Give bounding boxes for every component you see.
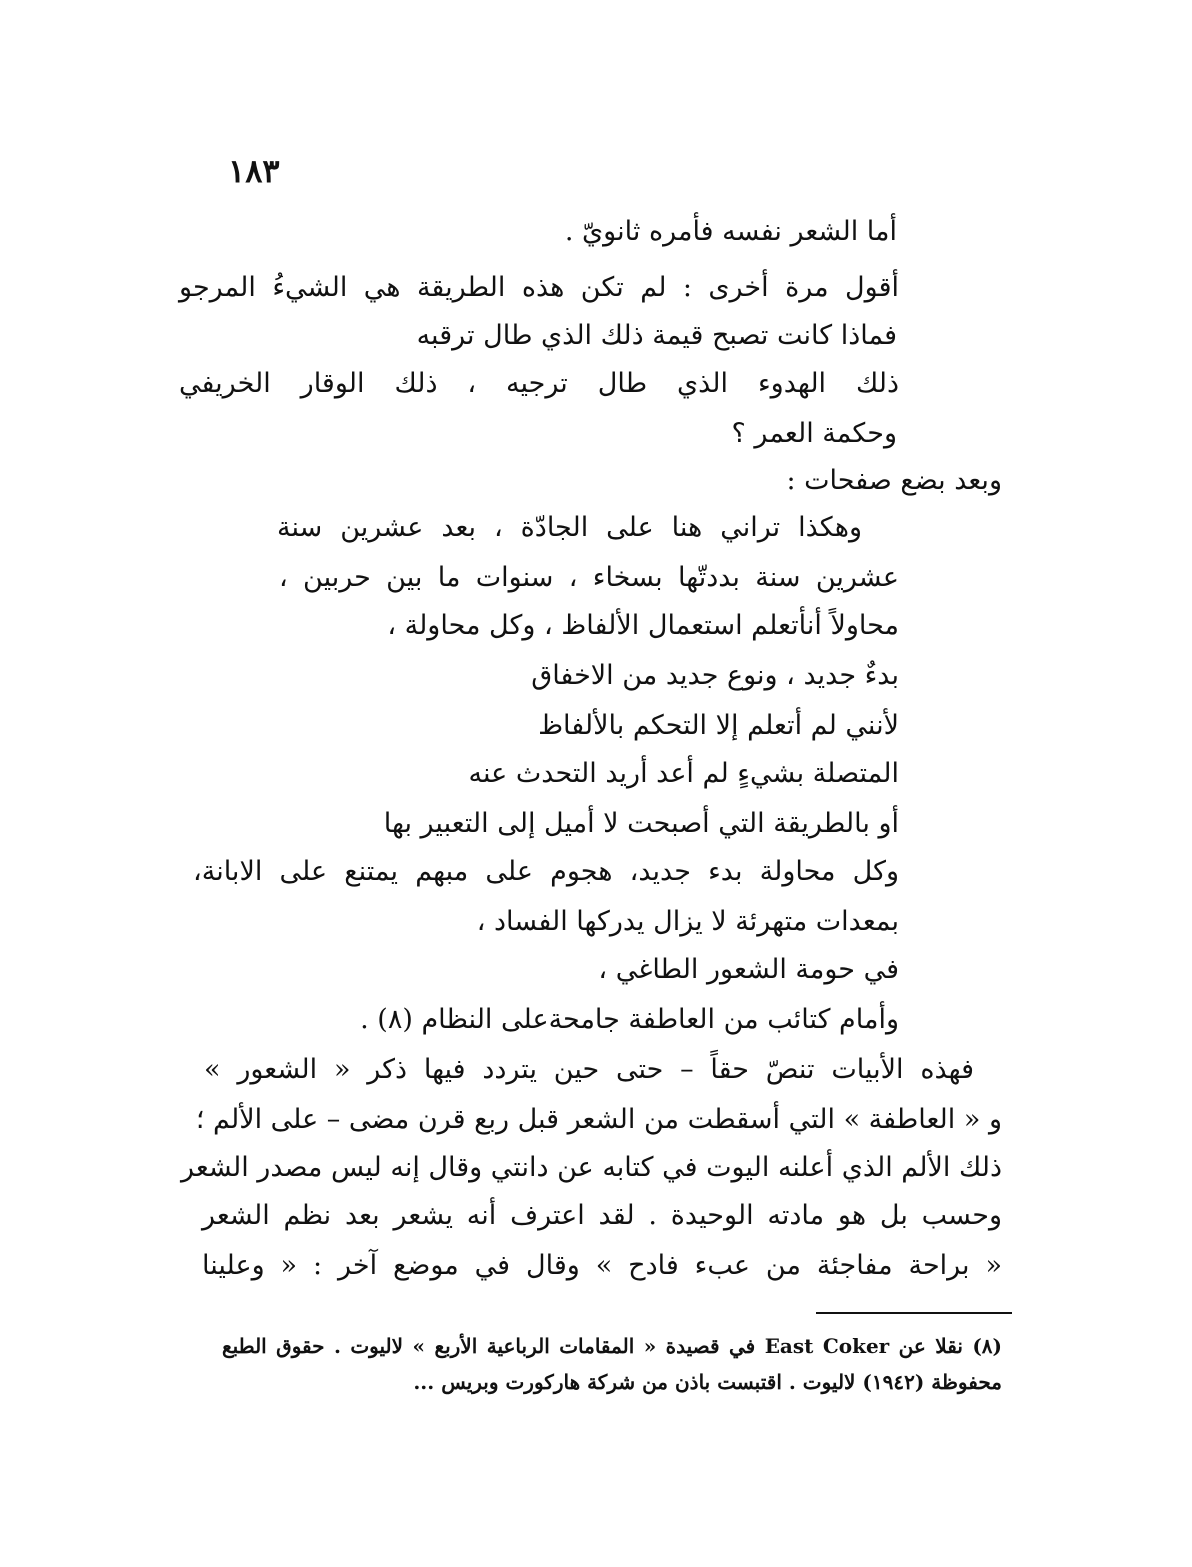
prose-line: و « العاطفة » التي أسقطت من الشعر قبل ربع قرن مضى – على الألم ؛	[195, 1104, 1002, 1135]
footnote-line: محفوظة (١٩٤٢) لاليوت . اقتبست باذن من شركة هاركورت وبريس ...	[413, 1370, 1002, 1394]
poem-line: بدءٌ جديد ، ونوع جديد من الاخفاق	[531, 660, 899, 691]
transition-line: وبعد بضع صفحات :	[786, 465, 1002, 496]
intro-line: أما الشعر نفسه فأمره ثانويّ .	[564, 216, 897, 247]
poem-line: وأمام كتائب من العاطفة جامحةعلى النظام (٨) .	[360, 1004, 899, 1035]
poem-line: وهكذا تراني هنا على الجادّة ، بعد عشرين سنة	[277, 512, 862, 543]
prose-line: فهذه الأبيات تنصّ حقاً – حتى حين يتردد فيها ذكر « الشعور »	[204, 1054, 974, 1085]
poem-line: محاولاً أنأتعلم استعمال الألفاظ ، وكل محاولة ،	[387, 610, 899, 641]
footnote-separator	[816, 1312, 1012, 1314]
intro-line: وحكمة العمر ؟	[731, 418, 897, 449]
intro-line: أقول مرة أخرى : لم تكن هذه الطريقة هي الشيءُ المرجو	[179, 272, 899, 303]
intro-line: ذلك الهدوء الذي طال ترجيه ، ذلك الوقار الخريفي	[179, 368, 899, 399]
poem-line: أو بالطريقة التي أصبحت لا أميل إلى التعبير بها	[383, 808, 899, 839]
prose-line: ذلك الألم الذي أعلنه اليوت في كتابه عن دانتي وقال إنه ليس مصدر الشعر	[180, 1152, 1002, 1183]
poem-line: في حومة الشعور الطاغي ،	[598, 954, 899, 985]
poem-line: لأنني لم أتعلم إلا التحكم بالألفاظ	[538, 710, 899, 741]
prose-line: وحسب بل هو مادته الوحيدة . لقد اعترف أنه يشعر بعد نظم الشعر	[202, 1200, 1002, 1231]
footnote-line: (٨) نقلا عن East Coker في قصيدة « المقامات الرباعية الأربع » لاليوت . حقوق الطبع	[222, 1334, 1003, 1358]
poem-line: عشرين سنة بددتّها بسخاء ، سنوات ما بين حربين ،	[279, 562, 899, 593]
poem-line: المتصلة بشيءٍ لم أعد أريد التحدث عنه	[468, 758, 899, 789]
poem-line: وكل محاولة بدء جديد، هجوم على مبهم يمتنع على الابانة،	[193, 856, 899, 887]
intro-line: فماذا كانت تصبح قيمة ذلك الذي طال ترقبه	[416, 320, 897, 351]
poem-line: بمعدات متهرئة لا يزال يدركها الفساد ،	[476, 906, 899, 937]
prose-line: « براحة مفاجئة من عبء فادح » وقال في موضع آخر : « وعلينا	[202, 1250, 1002, 1281]
page-number: ١٨٣	[228, 152, 280, 190]
